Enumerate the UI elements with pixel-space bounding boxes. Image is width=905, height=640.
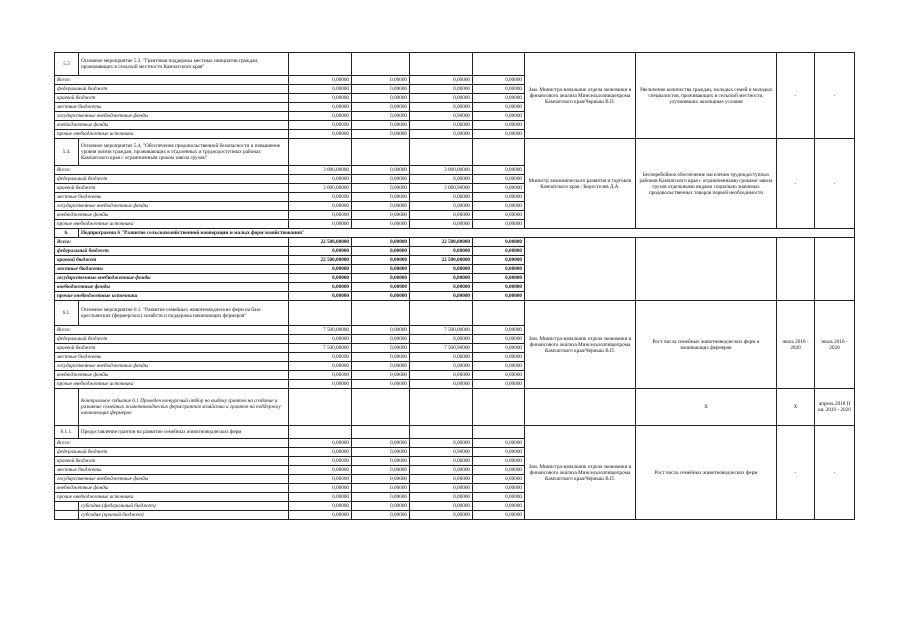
amount-cell: 0,00000 [473,184,525,193]
empty-cell [55,511,79,520]
funding-source-label: местные бюджеты [55,265,289,274]
amount-cell: 0,00000 [473,121,525,130]
amount-cell: 0,00000 [410,121,473,130]
amount-cell: 0,00000 [410,76,473,85]
amount-cell: 0,00000 [473,362,525,371]
amount-cell: 7 500,00000 [289,326,352,335]
amount-cell: 0,00000 [410,292,473,301]
amount-cell: 0,00000 [352,292,410,301]
amount-cell: 0,00000 [352,247,410,256]
funding-source-label: субсидия (краевой бюджет) [79,511,289,520]
amount-cell: 7 500,00000 [410,344,473,353]
funding-source-label: краевой бюджет [55,94,289,103]
empty-cell [410,426,473,439]
table-row [55,139,855,166]
amount-cell: 22 500,00000 [289,238,352,247]
amount-cell: 0,00000 [410,112,473,121]
funding-source-label: федеральный бюджет [55,335,289,344]
amount-cell: 0,00000 [410,335,473,344]
funding-source-label: федеральный бюджет [55,448,289,457]
term-end-cell: - [815,139,855,229]
amount-cell: 0,00000 [473,238,525,247]
empty-cell [473,426,525,439]
empty-cell [410,389,473,426]
amount-cell: 0,00000 [352,202,410,211]
term-end-cell: - [815,53,855,139]
funding-source-label: субсидия (федеральный бюджет) [79,502,289,511]
amount-cell: 22 500,00000 [289,256,352,265]
empty-cell [289,139,352,166]
amount-cell: 0,00000 [289,247,352,256]
amount-cell: 0,00000 [289,493,352,502]
amount-cell: 0,00000 [473,475,525,484]
table-row [55,229,855,238]
amount-cell: 0,00000 [410,94,473,103]
amount-cell: 0,00000 [352,211,410,220]
funding-source-label: краевой бюджет [55,184,289,193]
item-number: 6.1. [55,301,79,326]
amount-cell: 0,00000 [289,475,352,484]
amount-cell: 0,00000 [289,202,352,211]
amount-cell: 0,00000 [289,484,352,493]
funding-source-label: прочие внебюджетные источники [55,220,289,229]
amount-cell: 0,00000 [473,439,525,448]
amount-cell: 0,00000 [473,265,525,274]
funding-source-label: государственные внебюджетные фонды [55,112,289,121]
table-row [55,53,855,76]
responsible-cell: Зам. Министра-начальник отдела экономики и финансового анализа Минсельхозпищепрома Камчатского края/Черныш В.П. [525,426,636,520]
program-table [54,52,855,520]
amount-cell: 0,00000 [289,76,352,85]
empty-cell [352,426,410,439]
table-row [55,238,855,247]
document-sheet [54,52,854,590]
amount-cell: 0,00000 [289,502,352,511]
funding-source-label: прочие внебюджетные источники [55,130,289,139]
amount-cell: 0,00000 [473,283,525,292]
amount-cell: 0,00000 [352,76,410,85]
result-cell: Увеличение количества граждан, молодых семей и молодых специалистов, проживающих в сельской местности, улучшивших жилищные условия [636,53,777,139]
item-number: 5.3 [55,53,79,76]
item-number: 5.4. [55,139,79,166]
amount-cell: 0,00000 [289,511,352,520]
amount-cell: 0,00000 [289,112,352,121]
amount-cell: 0,00000 [352,353,410,362]
funding-source-label: местные бюджеты [55,193,289,202]
amount-cell: 0,00000 [473,247,525,256]
funding-source-label: краевой бюджет [55,457,289,466]
amount-cell: 0,00000 [352,502,410,511]
amount-cell: 0,00000 [473,353,525,362]
amount-cell: 0,00000 [352,283,410,292]
amount-cell: 0,00000 [410,371,473,380]
funding-source-label: местные бюджеты [55,103,289,112]
amount-cell: 0,00000 [473,193,525,202]
amount-cell: 0,00000 [352,448,410,457]
term-end-cell: - [815,426,855,520]
empty-cell [352,389,410,426]
table-row [55,389,855,426]
amount-cell: 0,00000 [410,380,473,389]
amount-cell: 22 500,00000 [410,238,473,247]
funding-source-label: местные бюджеты [55,466,289,475]
amount-cell: 0,00000 [352,175,410,184]
amount-cell: 0,00000 [473,256,525,265]
funding-source-label: прочие внебюджетные источники [55,292,289,301]
amount-cell: 0,00000 [410,484,473,493]
empty-cell [352,139,410,166]
amount-cell: 0,00000 [352,344,410,353]
amount-cell: 0,00000 [289,362,352,371]
control-event-mark: X [777,389,815,426]
amount-cell: 0,00000 [289,457,352,466]
empty-cell [410,139,473,166]
amount-cell: 0,00000 [352,94,410,103]
funding-source-label: федеральный бюджет [55,247,289,256]
result-cell [636,238,777,301]
amount-cell: 0,00000 [289,274,352,283]
amount-cell: 3 000,00000 [289,184,352,193]
amount-cell: 0,00000 [352,265,410,274]
amount-cell: 0,00000 [352,335,410,344]
amount-cell: 3 000,00000 [410,184,473,193]
amount-cell: 0,00000 [289,103,352,112]
empty-cell [55,389,79,426]
amount-cell: 0,00000 [289,439,352,448]
result-cell: Рост числа семейных животноводческих ферм [636,426,777,520]
amount-cell: 0,00000 [289,94,352,103]
amount-cell: 0,00000 [410,247,473,256]
amount-cell: 0,00000 [289,380,352,389]
empty-cell [55,502,79,511]
amount-cell: 0,00000 [289,283,352,292]
empty-cell [410,301,473,326]
amount-cell: 0,00000 [352,493,410,502]
amount-cell: 0,00000 [352,484,410,493]
amount-cell: 0,00000 [352,220,410,229]
amount-cell: 0,00000 [473,274,525,283]
item-title: Предоставление грантов на развитие семейных животноводческих ферм [79,426,289,439]
amount-cell: 0,00000 [410,353,473,362]
amount-cell: 0,00000 [289,371,352,380]
funding-source-label: государственные внебюджетные фонды [55,362,289,371]
funding-source-label: государственные внебюджетные фонды [55,202,289,211]
amount-cell: 0,00000 [289,220,352,229]
item-title: Основное мероприятие 6.1. "Развитие семейных животноводческих ферм на базе крестьянских (фермерских) хозяйств и поддержка начинающих фермеров" [79,301,289,326]
section-number: 6. [55,229,79,238]
empty-cell [352,301,410,326]
term-end-cell [815,238,855,301]
amount-cell: 0,00000 [352,326,410,335]
amount-cell: 0,00000 [352,457,410,466]
funding-source-label: внебюджетные фонды [55,283,289,292]
amount-cell: 0,00000 [289,265,352,274]
amount-cell: 0,00000 [473,94,525,103]
result-cell: Рост числа семейных животноводческих ферм и начинающих фермеров [636,301,777,389]
amount-cell: 0,00000 [473,220,525,229]
control-event-term: апрель 2018 II кв. 2019 - 2020 [815,389,855,426]
amount-cell: 0,00000 [473,202,525,211]
amount-cell: 0,00000 [473,76,525,85]
term-start-cell: - [777,139,815,229]
item-title: Основное мероприятие 5.4. "Обеспечение продовольственной безопасности и повышение уровня жизни граждан, проживающих в отдаленных и труднодоступных районах Камчатского края с ограниченным сроком завоза грузов" [79,139,289,166]
amount-cell: 0,00000 [352,238,410,247]
amount-cell: 0,00000 [352,439,410,448]
amount-cell: 0,00000 [289,466,352,475]
amount-cell: 0,00000 [352,184,410,193]
funding-source-label: прочие внебюджетные источники [55,493,289,502]
amount-cell: 0,00000 [410,265,473,274]
empty-cell [410,53,473,76]
result-cell: Бесперебойное обеспечение населения труднодоступных районов Камчатского края с ограниченными сроками завоза грузов отдельными видами социально значимых продовольственных товаров первой необходимости [636,139,777,229]
funding-source-label: федеральный бюджет [55,85,289,94]
amount-cell: 0,00000 [473,466,525,475]
amount-cell: 0,00000 [352,362,410,371]
term-start-cell: - [777,426,815,520]
amount-cell: 0,00000 [473,112,525,121]
amount-cell: 0,00000 [289,335,352,344]
empty-cell [289,389,352,426]
amount-cell: 0,00000 [289,353,352,362]
funding-source-label: внебюджетные фонды [55,121,289,130]
control-event-text: Контрольное событие 6.1 Проведен конкурсный отбор на выдачу грантов на создание и развитие семейных животноводческих ферм/грантов хозяйства и грантов на поддержку начинающих фермеров [79,389,289,426]
funding-source-label: государственные внебюджетные фонды [55,475,289,484]
amount-cell: 0,00000 [410,202,473,211]
amount-cell: 0,00000 [473,166,525,175]
amount-cell: 0,00000 [352,466,410,475]
funding-source-label: внебюджетные фонды [55,211,289,220]
amount-cell: 0,00000 [352,511,410,520]
amount-cell: 0,00000 [473,335,525,344]
table-row [55,301,855,326]
amount-cell: 7 500,00000 [410,326,473,335]
funding-source-label: внебюджетные фонды [55,484,289,493]
amount-cell: 0,00000 [410,193,473,202]
empty-cell [473,139,525,166]
amount-cell: 0,00000 [410,211,473,220]
empty-cell [473,301,525,326]
amount-cell: 0,00000 [410,220,473,229]
amount-cell: 0,00000 [410,85,473,94]
amount-cell: 3 000,00000 [410,166,473,175]
amount-cell: 0,00000 [410,175,473,184]
amount-cell: 0,00000 [352,193,410,202]
funding-source-label: Всего: [55,439,289,448]
amount-cell: 0,00000 [473,448,525,457]
amount-cell: 0,00000 [289,85,352,94]
funding-source-label: местные бюджеты [55,353,289,362]
amount-cell: 0,00000 [410,274,473,283]
amount-cell: 0,00000 [410,493,473,502]
funding-source-label: Всего: [55,76,289,85]
amount-cell: 0,00000 [352,130,410,139]
amount-cell: 0,00000 [352,103,410,112]
amount-cell: 0,00000 [410,130,473,139]
amount-cell: 0,00000 [473,344,525,353]
amount-cell: 0,00000 [352,121,410,130]
amount-cell: 0,00000 [473,175,525,184]
amount-cell: 0,00000 [352,166,410,175]
funding-source-label: федеральный бюджет [55,175,289,184]
empty-cell [289,426,352,439]
amount-cell: 0,00000 [410,448,473,457]
amount-cell: 0,00000 [410,103,473,112]
funding-source-label: краевой бюджет [55,344,289,353]
item-number: 6.1.1. [55,426,79,439]
term-start-cell: июль 2018 - 2020 [777,301,815,389]
funding-source-label: внебюджетные фонды [55,371,289,380]
amount-cell: 0,00000 [410,283,473,292]
amount-cell: 0,00000 [410,439,473,448]
responsible-cell [525,238,636,301]
funding-source-label: Всего: [55,326,289,335]
amount-cell: 0,00000 [352,380,410,389]
amount-cell: 0,00000 [410,457,473,466]
amount-cell: 0,00000 [473,502,525,511]
amount-cell: 0,00000 [473,103,525,112]
amount-cell: 0,00000 [289,211,352,220]
empty-cell [473,389,525,426]
empty-cell [525,389,636,426]
amount-cell: 3 000,00000 [289,166,352,175]
amount-cell: 0,00000 [473,130,525,139]
amount-cell: 0,00000 [410,511,473,520]
amount-cell: 0,00000 [410,502,473,511]
section-title: Подпрограмма 6 "Развитие сельскохозяйственной кооперации и малых форм хозяйствования" [79,229,855,238]
responsible-cell: Зам. Министра-начальник отдела экономики и финансового анализа Минсельхозпищепрома Камчатского края/Черныш В.П. [525,53,636,139]
item-title: Основное мероприятие 5.3. "Грантовая поддержка местных инициатив граждан, проживающих в сельской местности Камчатского края" [79,53,289,76]
empty-cell [473,53,525,76]
amount-cell: 0,00000 [473,211,525,220]
amount-cell: 0,00000 [352,112,410,121]
amount-cell: 0,00000 [473,457,525,466]
empty-cell [352,53,410,76]
amount-cell: 0,00000 [289,121,352,130]
amount-cell: 0,00000 [352,256,410,265]
amount-cell: 0,00000 [352,371,410,380]
empty-cell [289,53,352,76]
amount-cell: 0,00000 [473,493,525,502]
amount-cell: 0,00000 [289,175,352,184]
amount-cell: 0,00000 [473,484,525,493]
amount-cell: 0,00000 [289,130,352,139]
amount-cell: 0,00000 [289,193,352,202]
responsible-cell: Зам. Министра-начальник отдела экономики и финансового анализа Минсельхозпищепрома Камчатского края/Черныш В.П. [525,301,636,389]
amount-cell: 0,00000 [289,448,352,457]
term-start-cell [777,238,815,301]
funding-source-label: Всего: [55,238,289,247]
funding-source-label: краевой бюджет [55,256,289,265]
amount-cell: 0,00000 [352,274,410,283]
amount-cell: 0,00000 [473,371,525,380]
amount-cell: 0,00000 [473,85,525,94]
funding-source-label: Всего: [55,166,289,175]
amount-cell: 0,00000 [473,511,525,520]
funding-source-label: прочие внебюджетные источники [55,380,289,389]
table-row [55,426,855,439]
funding-source-label: государственные внебюджетные фонды [55,274,289,283]
amount-cell: 0,00000 [289,292,352,301]
empty-cell [289,301,352,326]
amount-cell: 0,00000 [473,380,525,389]
amount-cell: 0,00000 [473,326,525,335]
control-event-mark: X [636,389,777,426]
term-start-cell: - [777,53,815,139]
amount-cell: 0,00000 [352,475,410,484]
amount-cell: 0,00000 [473,292,525,301]
amount-cell: 0,00000 [410,466,473,475]
amount-cell: 0,00000 [410,475,473,484]
amount-cell: 22 500,00000 [410,256,473,265]
term-end-cell: июль 2018 - 2020 [815,301,855,389]
amount-cell: 0,00000 [410,362,473,371]
amount-cell: 7 500,00000 [289,344,352,353]
amount-cell: 0,00000 [352,85,410,94]
responsible-cell: Министр экономического развития и торговли Камчатского края / Коростелев Д.А. [525,139,636,229]
